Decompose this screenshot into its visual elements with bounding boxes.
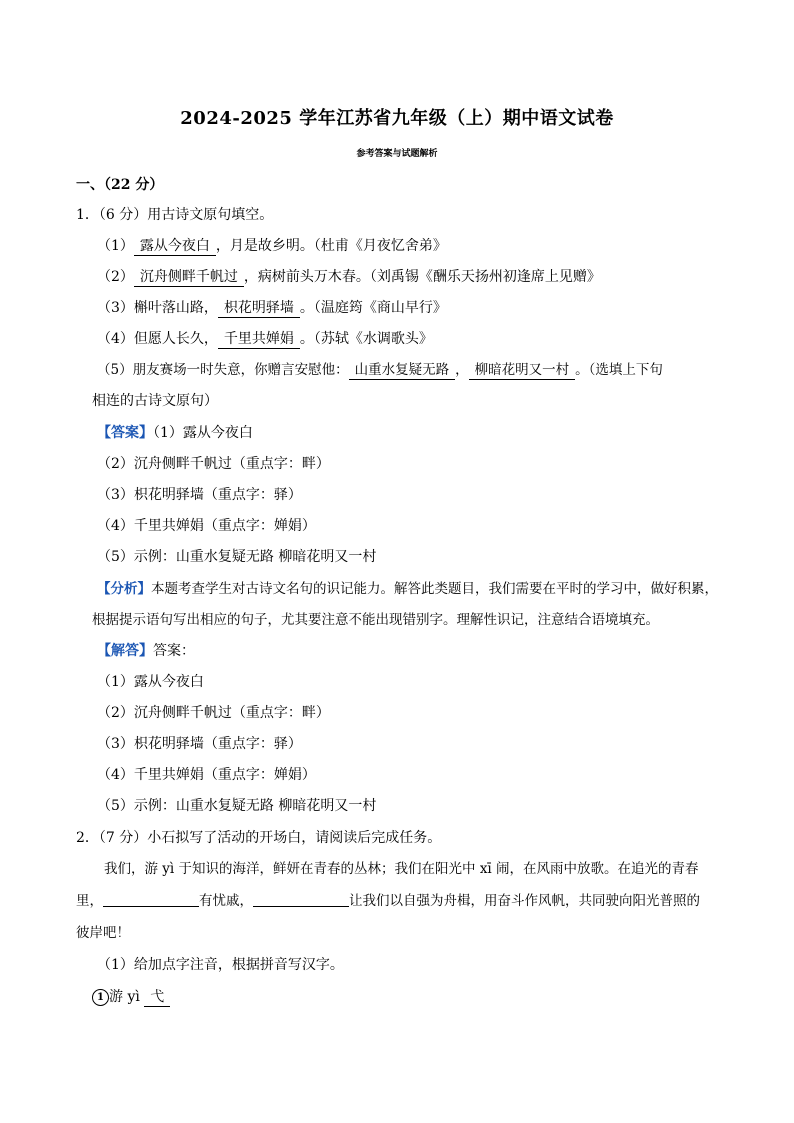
fill-answer: 露从今夜白 — [134, 237, 216, 256]
fill-answer: 千里共婵娟 — [218, 330, 300, 349]
fill-answer-1: 山重水复疑无路 — [349, 361, 456, 380]
q2-sub1: （1）给加点字注音，根据拼音写汉字。 — [97, 957, 344, 973]
q1-item-2 — [97, 268, 601, 287]
blank-line — [103, 892, 199, 907]
circled-number: 1 — [92, 989, 109, 1006]
analysis-text: 本题考查学生对古诗文名句的识记能力。解答此类题目，我们需要在平时的学习中，做好积累， — [151, 581, 718, 597]
q2-stem: 2．（7 分）小石拟写了活动的开场白，请阅读后完成任务。 — [76, 830, 442, 846]
para-text: 让我们以自强为舟楫，用奋斗作风帆，共同驶向阳光普照的 — [349, 893, 700, 909]
blank-line — [253, 892, 349, 907]
item-prefix: （2） — [97, 269, 134, 285]
item-suffix: 。（苏轼《水调歌头》 — [299, 331, 433, 347]
fill-answer-2: 柳暗花明又一村 — [469, 361, 576, 380]
solution-head: 答案： — [153, 643, 195, 659]
q2-paragraph-line2 — [76, 892, 700, 910]
solution-line: （5）示例：山重水复疑无路 柳暗花明又一村 — [97, 798, 377, 814]
item-suffix: ，病树前头万木春。（刘禹锡《酬乐天扬州初逢席上见赠》 — [243, 269, 601, 285]
answer-line: （5）示例：山重水复疑无路 柳暗花明又一村 — [97, 549, 377, 565]
solution-tag: 【解答】 — [97, 643, 153, 659]
item-prefix: 游 yì — [109, 989, 145, 1005]
q1-item-4 — [97, 330, 433, 349]
item-prefix: （5）朋友赛场一时失意，你赠言安慰他： — [97, 362, 349, 378]
para-text: 里， — [76, 893, 103, 909]
fill-answer: 枳花明驿墙 — [218, 299, 300, 318]
solution-line: （3）枳花明驿墙（重点字：驿） — [97, 736, 302, 752]
solution-line: （1）露从今夜白 — [97, 674, 204, 690]
q1-item-5 — [97, 361, 663, 380]
fill-answer: 沉舟侧畔千帆过 — [134, 268, 244, 287]
item-prefix: （4）但愿人长久， — [97, 331, 218, 347]
answer-line: （3）枳花明驿墙（重点字：驿） — [97, 487, 302, 503]
solution-line: （2）沉舟侧畔千帆过（重点字：畔） — [97, 705, 330, 721]
solution-line: （4）千里共婵娟（重点字：婵娟） — [97, 767, 316, 783]
answer-tag: 【答案】 — [97, 425, 153, 441]
page-title: 2024-2025 学年江苏省九年级（上）期中语文试卷 — [180, 108, 614, 129]
solution-block — [97, 642, 195, 660]
section-heading: 一、（22 分） — [76, 177, 164, 193]
answer-line: （4）千里共婵娟（重点字：婵娟） — [97, 518, 316, 534]
para-text: 有忧戚， — [199, 893, 253, 909]
answer-line: （2）沉舟侧畔千帆过（重点字：畔） — [97, 456, 330, 472]
q2-paragraph-line3: 彼岸吧！ — [76, 925, 130, 941]
analysis-tag: 【分析】 — [97, 581, 151, 597]
item-prefix: （1） — [97, 238, 134, 254]
q1-item-3 — [97, 299, 447, 318]
answer-line: （1）露从今夜白 — [153, 425, 253, 441]
analysis-block — [97, 580, 718, 598]
q1-item-1 — [97, 237, 447, 256]
item-suffix: ，月是故乡明。（杜甫《月夜忆舍弟》 — [215, 238, 447, 254]
q2-sub1-item1 — [92, 988, 170, 1007]
fill-answer: 弋 — [144, 988, 170, 1007]
page-subtitle: 参考答案与试题解析 — [356, 149, 438, 159]
analysis-text-cont: 根据提示语句写出相应的句子，尤其要注意不能出现错别字。理解性识记，注意结合语境填充。 — [92, 612, 659, 628]
item-suffix: 。（温庭筠《商山早行》 — [299, 300, 447, 316]
q1-stem: 1．（6 分）用古诗文原句填空。 — [76, 207, 274, 223]
item-mid: ， — [455, 362, 469, 378]
answer-block-first — [97, 424, 253, 442]
q2-paragraph-line1: 我们，游 yì 于知识的海洋，鲜妍在青春的丛林；我们在阳光中 xī 闹，在风雨中放歌。在追光的青春 — [104, 861, 699, 877]
q1-item-5-cont: 相连的古诗文原句） — [92, 393, 218, 409]
item-prefix: （3）槲叶落山路， — [97, 300, 218, 316]
item-suffix: 。（选填上下句 — [575, 362, 663, 378]
